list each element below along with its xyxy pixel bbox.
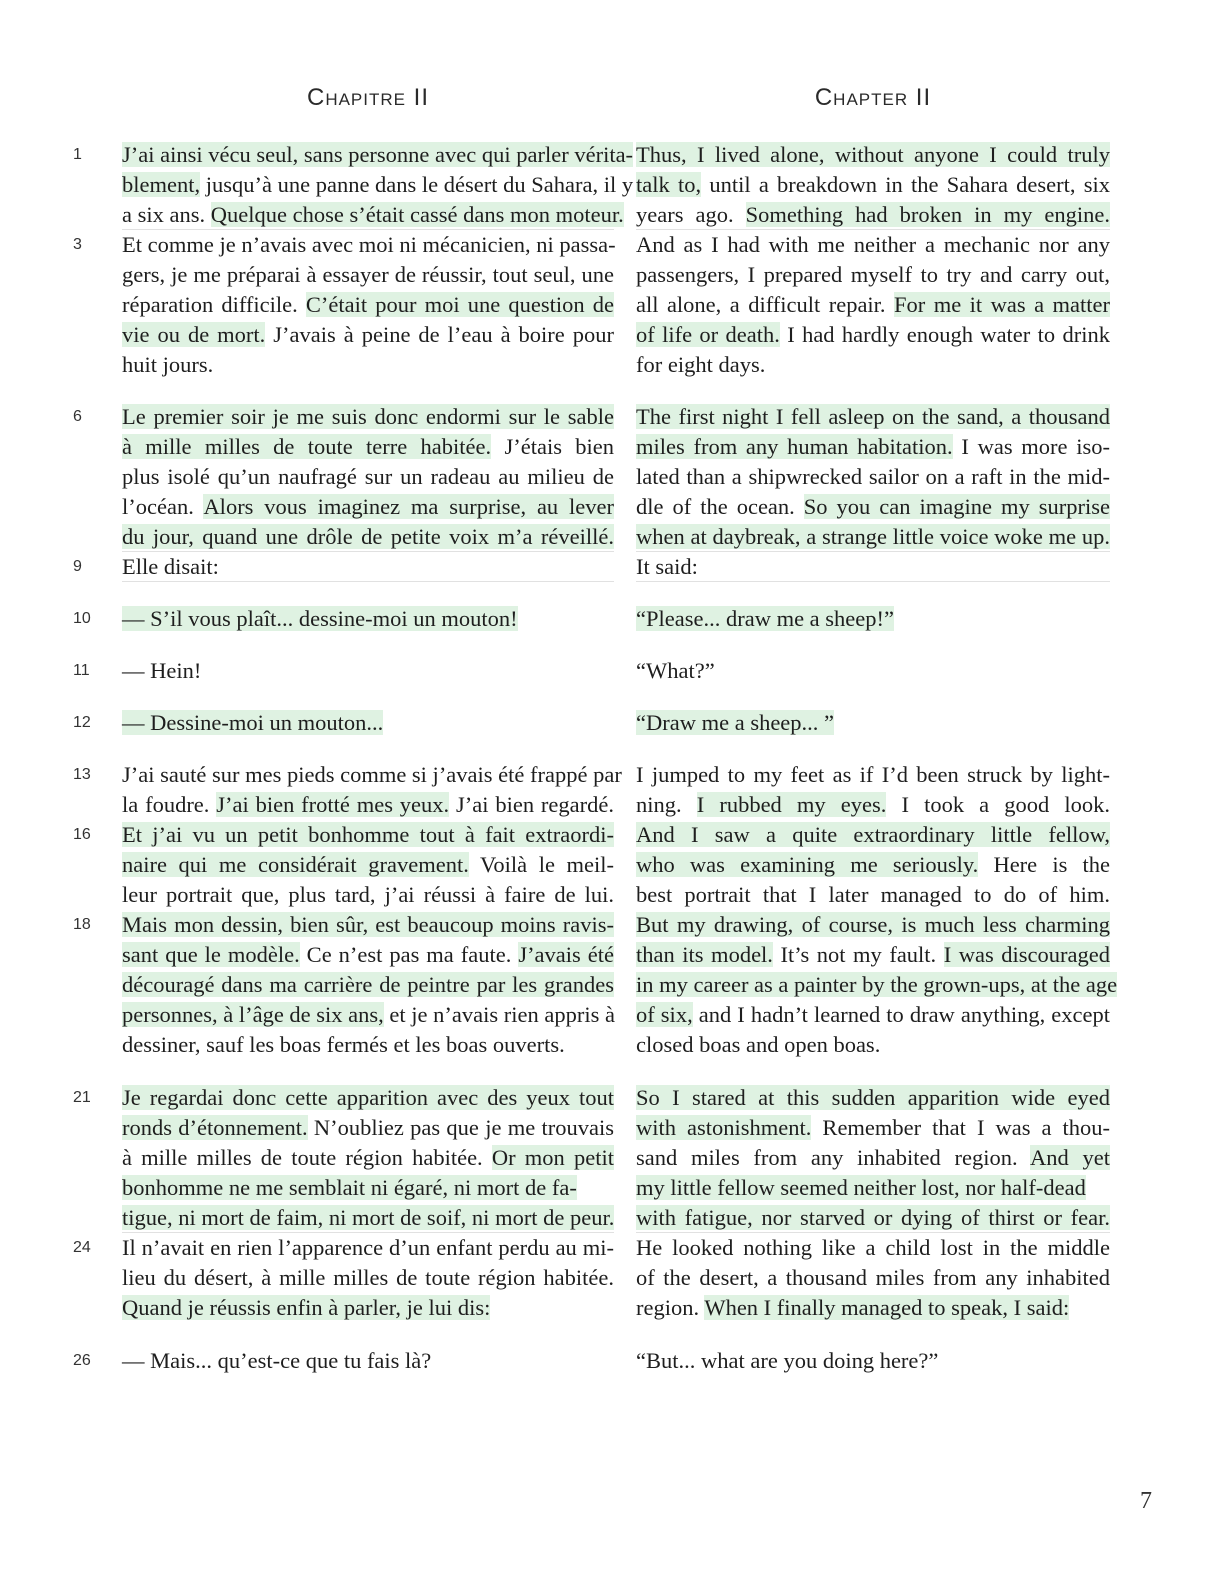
text-phrase: dle of the ocean. [636,494,804,519]
highlighted-phrase: du jour, quand une drôle de petite voix m’a réveillé. [122,524,614,549]
fr-text-line [122,1143,614,1173]
fr-text-line [122,200,624,230]
fr-text-line [122,402,614,432]
text-phrase: passengers, I prepared myself to try and carry out, [636,262,1110,287]
fr-text-line [122,1346,614,1376]
line-number: 3 [73,236,82,253]
highlighted-phrase: Quelque chose s’était cassé dans mon moteur. [210,202,624,227]
text-phrase: Remember that I was a thou- [811,1115,1110,1140]
en-text-line [636,1083,1110,1113]
text-phrase: huit jours. [122,352,214,377]
text-phrase: dessiner, sauf les boas fermés et les boas ouverts. [122,1032,565,1057]
highlighted-phrase: when at daybreak, a strange little voice woke me up. [636,524,1110,549]
text-phrase: of the desert, a thousand miles from any inhabited [636,1265,1110,1290]
line-number: 12 [73,714,91,731]
fr-text-line [122,1293,614,1323]
chapter-heading-english: Chapter II [814,84,932,111]
line-number: 24 [73,1239,91,1256]
highlighted-phrase: tigue, ni mort de faim, ni mort de soif, ni mort de peur. [122,1205,615,1230]
highlighted-phrase: So I stared at this sudden apparition wide eyed [636,1085,1110,1110]
highlighted-phrase: When I finally managed to speak, I said: [704,1295,1070,1320]
text-phrase: et je n’avais rien appris à [383,1002,615,1027]
text-phrase: l’océan. [122,494,204,519]
text-phrase: J’ai sauté sur mes pieds comme si j’avais été frappé par [122,762,622,787]
highlighted-phrase: vie ou de mort. [122,322,266,347]
line-number: 21 [73,1089,91,1106]
en-text-line [636,1113,1110,1143]
fr-text-line [122,230,614,260]
en-text-line [636,850,1110,880]
line-number: 1 [73,146,82,163]
text-phrase: Il n’avait en rien l’apparence d’un enfant perdu au mi- [122,1235,614,1260]
text-phrase: Here is the [978,852,1110,877]
text-phrase: I had hardly enough water to drink [779,322,1110,347]
text-phrase: lieu du désert, à mille milles de toute région habitée. [122,1265,614,1290]
line-number: 16 [73,826,91,843]
line-number: 26 [73,1352,91,1369]
en-text-line [636,462,1110,492]
line-number: 11 [73,662,90,679]
text-phrase: — Mais... qu’est-ce que tu fais là? [122,1348,432,1373]
en-text-line [636,320,1110,350]
line-number: 10 [73,610,91,627]
text-phrase: Ce n’est pas ma faute. [299,942,519,967]
highlighted-phrase: — Dessine-moi un mouton... [122,710,384,735]
fr-text-line [122,850,614,880]
en-text-line [636,1030,1110,1060]
page-number: 7 [1140,1488,1152,1514]
line-number: 6 [73,408,82,425]
chapter-heading-french: Chapitre II [306,84,429,111]
fr-text-line [122,170,634,200]
highlighted-phrase: For me it was a matter [894,292,1110,317]
highlighted-phrase: who was examining me seriously. [636,852,979,877]
text-phrase: I jumped to my feet as if I’d been struck by light- [636,762,1110,787]
highlighted-phrase: Je regardai donc cette apparition avec des yeux tout [122,1085,614,1110]
highlighted-phrase: à mille milles de toute terre habitée. [122,434,492,459]
fr-text-line [122,432,614,462]
en-text-line [636,708,1110,738]
highlighted-phrase: — S’il vous plaît... dessine-moi un mouton! [122,606,518,631]
text-phrase: all alone, a difficult repair. [636,292,895,317]
fr-text-line [122,1083,614,1113]
highlighted-phrase: my little fellow seemed neither lost, nor half-dead [636,1175,1086,1200]
fr-text-line [122,760,622,790]
text-phrase: jusqu’à une panne dans le désert du Sahara, il y [200,172,634,197]
fr-text-line [122,970,614,1000]
highlighted-phrase: Alors vous imaginez ma surprise, au lever [203,494,614,519]
en-text-line [636,910,1110,940]
en-text-line [636,790,1110,820]
highlighted-phrase: of six, [636,1002,693,1027]
highlighted-phrase: The first night I fell asleep on the sand, a thousand [636,404,1110,429]
text-phrase: It said: [636,554,698,579]
text-phrase: a six ans. [122,202,211,227]
highlighted-phrase: J’ai bien frotté mes yeux. [216,792,450,817]
fr-text-line [122,1203,614,1233]
en-text-line [636,1263,1110,1293]
fr-text-line [122,604,614,634]
highlighted-phrase: Thus, I lived alone, without anyone I could truly [636,142,1110,167]
text-phrase: Et comme je n’avais avec moi ni mécanicien, ni passa- [122,232,616,257]
highlighted-phrase: I rubbed my eyes. [696,792,887,817]
highlighted-phrase: So you can imagine my surprise [803,494,1110,519]
line-separator [636,581,1110,582]
text-phrase: J’étais bien [491,434,615,459]
highlighted-phrase: Quand je réussis enfin à parler, je lui dis: [122,1295,491,1320]
fr-text-line [122,492,614,522]
highlighted-phrase: “Draw me a sheep... ” [636,710,835,735]
fr-text-line [122,140,634,170]
fr-text-line [122,1173,614,1203]
en-text-line [636,350,1110,380]
text-phrase: region. [636,1295,705,1320]
highlighted-phrase: with fatigue, nor starved or dying of thirst or fear. [636,1205,1110,1230]
highlighted-phrase: And yet [1030,1145,1110,1170]
highlighted-phrase: J’avais été [518,942,614,967]
highlighted-phrase: of life or death. [636,322,780,347]
text-phrase: J’avais à peine de l’eau à boire pour [265,322,614,347]
highlighted-phrase: talk to, [636,172,702,197]
fr-text-line [122,656,614,686]
line-separator [122,581,614,582]
fr-text-line [122,1000,614,1030]
en-text-line [636,1173,1110,1203]
text-phrase: It’s not my fault. [772,942,944,967]
highlighted-phrase: “Please... draw me a sheep!” [636,606,895,631]
fr-text-line [122,522,614,552]
en-text-line [636,290,1110,320]
en-text-line [636,522,1110,552]
line-number: 13 [73,766,91,783]
en-text-line [636,432,1110,462]
text-phrase: And as I had with me neither a mechanic nor any [636,232,1110,257]
fr-text-line [122,708,614,738]
highlighted-phrase: miles from any human habitation. [636,434,953,459]
en-text-line [636,140,1110,170]
highlighted-phrase: than its model. [636,942,773,967]
text-phrase: réparation difficile. [122,292,306,317]
fr-text-line [122,552,614,582]
en-text-line [636,1233,1110,1263]
text-phrase: la foudre. [122,792,217,817]
highlighted-phrase: sant que le modèle. [122,942,300,967]
en-text-line [636,604,1110,634]
text-phrase: Elle disait: [122,554,219,579]
highlighted-phrase: And I saw a quite extraordinary little fellow, [636,822,1110,847]
highlighted-phrase: bonhomme ne me semblait ni égaré, ni mort de fa- [122,1175,577,1200]
fr-text-line [122,462,614,492]
en-text-line [636,230,1110,260]
line-number: 9 [73,558,82,575]
fr-text-line [122,350,614,380]
text-phrase: lated than a shipwrecked sailor on a raft in the mid- [636,464,1110,489]
fr-text-line [122,880,614,910]
fr-text-line [122,790,614,820]
text-phrase: for eight days. [636,352,766,377]
en-text-line [636,260,1110,290]
text-phrase: I took a good look. [886,792,1110,817]
text-phrase: N’oubliez pas que je me trouvais [307,1115,614,1140]
fr-text-line [122,910,614,940]
text-phrase: and I hadn’t learned to draw anything, except [692,1002,1110,1027]
text-phrase: best portrait that I later managed to do of him. [636,882,1110,907]
highlighted-phrase: C’était pour moi une question de [305,292,614,317]
highlighted-phrase: personnes, à l’âge de six ans, [122,1002,384,1027]
text-phrase: closed boas and open boas. [636,1032,881,1057]
en-text-line [636,940,1110,970]
en-text-line [636,970,1118,1000]
en-text-line [636,760,1110,790]
highlighted-phrase: découragé dans ma carrière de peintre par les grandes [122,972,614,997]
fr-text-line [122,260,614,290]
fr-text-line [122,820,614,850]
en-text-line [636,1000,1110,1030]
highlighted-phrase: blement, [122,172,201,197]
fr-text-line [122,290,614,320]
text-phrase: years ago. [636,202,746,227]
highlighted-phrase: with astonishment. [636,1115,812,1140]
highlighted-phrase: Le premier soir je me suis donc endormi sur le sable [122,404,614,429]
en-text-line [636,880,1110,910]
line-number: 18 [73,916,91,933]
fr-text-line [122,1233,614,1263]
en-text-line [636,552,1110,582]
highlighted-phrase: in my career as a painter by the grown-ups, at the age [636,972,1118,997]
text-phrase: ning. [636,792,697,817]
text-phrase: Voilà le meil- [468,852,614,877]
text-phrase: à mille milles de toute région habitée. [122,1145,492,1170]
text-phrase: leur portrait que, plus tard, j’ai réussi à faire de lui. [122,882,614,907]
text-phrase: gers, je me préparai à essayer de réussir, tout seul, une [122,262,614,287]
fr-text-line [122,1113,614,1143]
text-phrase: J’ai bien regardé. [449,792,614,817]
text-phrase: I was more iso- [952,434,1110,459]
en-text-line [636,1203,1110,1233]
highlighted-phrase: I was discouraged [943,942,1110,967]
highlighted-phrase: Something had broken in my engine. [745,202,1110,227]
highlighted-phrase: Or mon petit [491,1145,614,1170]
en-text-line [636,492,1110,522]
text-phrase: He looked nothing like a child lost in the middle [636,1235,1110,1260]
fr-text-line [122,1030,614,1060]
text-phrase: plus isolé qu’un naufragé sur un radeau au milieu de [122,464,614,489]
en-text-line [636,200,1110,230]
en-text-line [636,1346,1110,1376]
en-text-line [636,656,1110,686]
text-phrase: sand miles from any inhabited region. [636,1145,1031,1170]
highlighted-phrase: But my drawing, of course, is much less charming [636,912,1110,937]
highlighted-phrase: naire qui me considérait gravement. [122,852,469,877]
highlighted-phrase: Et j’ai vu un petit bonhomme tout à fait extraordi- [122,822,614,847]
text-phrase: until a breakdown in the Sahara desert, six [701,172,1110,197]
highlighted-phrase: ronds d’étonnement. [122,1115,308,1140]
highlighted-phrase: J’ai ainsi vécu seul, sans personne avec qui parler vérita- [122,142,634,167]
text-phrase: “What?” [636,658,715,683]
text-phrase: “But... what are you doing here?” [636,1348,939,1373]
en-text-line [636,170,1110,200]
fr-text-line [122,320,614,350]
text-phrase: — Hein! [122,658,202,683]
highlighted-phrase: Mais mon dessin, bien sûr, est beaucoup moins ravis- [122,912,614,937]
en-text-line [636,1143,1110,1173]
en-text-line [636,1293,1110,1323]
fr-text-line [122,940,614,970]
en-text-line [636,402,1110,432]
fr-text-line [122,1263,614,1293]
en-text-line [636,820,1110,850]
